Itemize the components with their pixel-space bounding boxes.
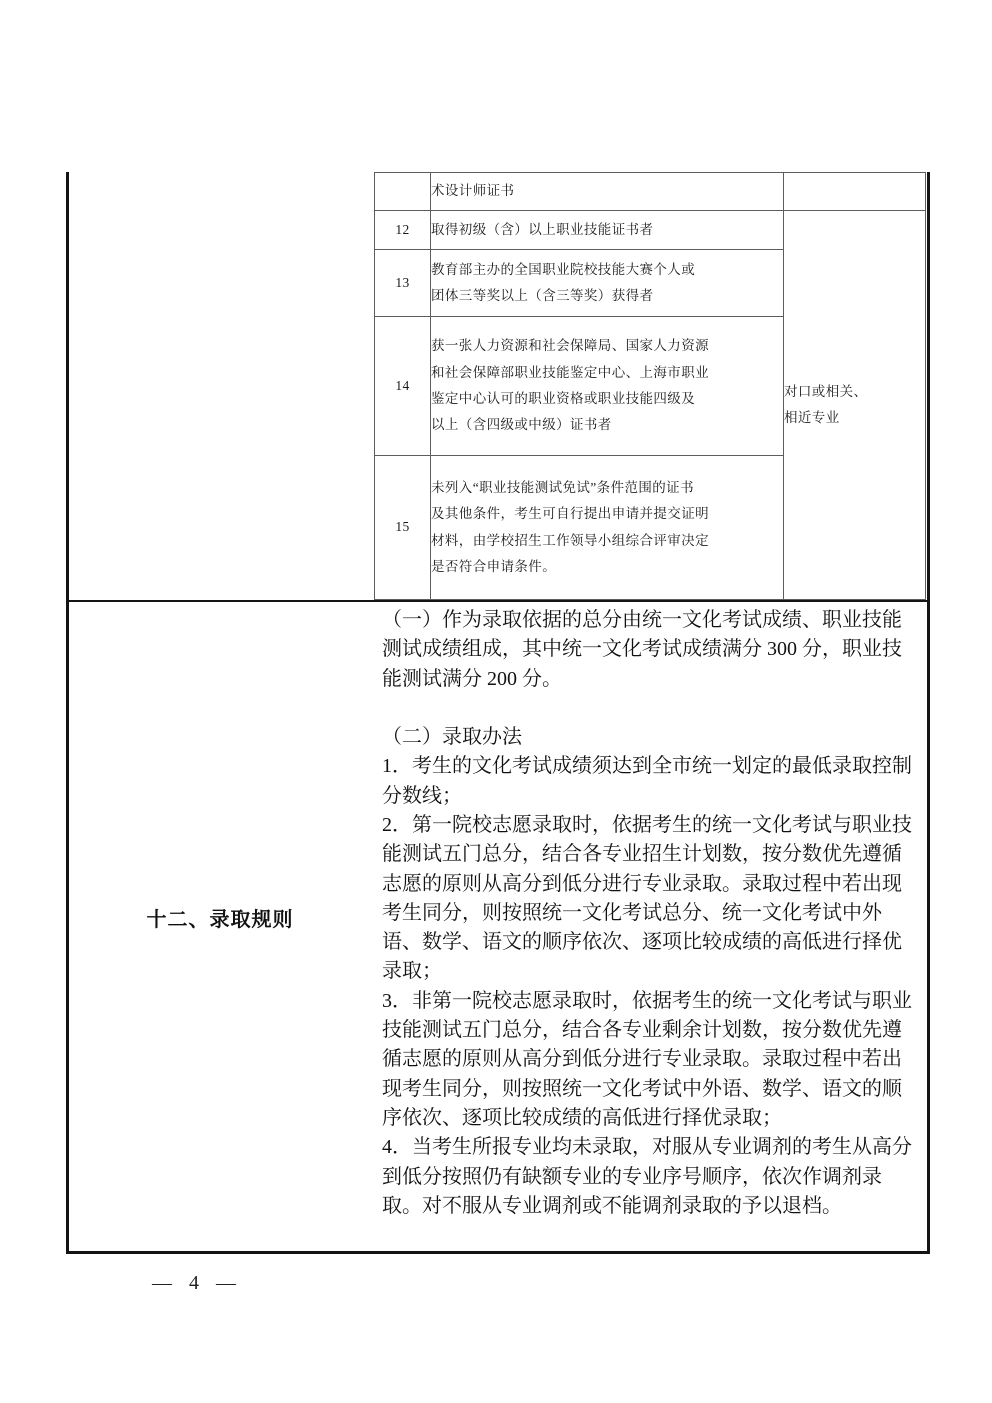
table-outer-right-border bbox=[927, 172, 930, 1254]
description-line: 未列入“职业技能测试免试”条件范围的证书 bbox=[431, 479, 694, 495]
description-line: 和社会保障部职业技能鉴定中心、上海市职业 bbox=[431, 364, 709, 380]
description-line: 及其他条件，考生可自行提出申请并提交证明 bbox=[431, 506, 709, 522]
description-line: 材料，由学校招生工作领导小组综合评审决定 bbox=[431, 532, 709, 548]
description-line: 术设计师证书 bbox=[431, 183, 515, 199]
description-line: 团体三等奖以上（含三等奖）获得者 bbox=[431, 288, 654, 303]
table-outer-bottom-border bbox=[66, 1251, 930, 1254]
row-description-cell bbox=[431, 173, 784, 211]
description-line: 是否符合申请条件。 bbox=[431, 558, 557, 574]
page-number: — 4 — bbox=[152, 1272, 242, 1294]
paragraph-rule-4: 4．当考生所报专业均未录取，对服从专业调剂的考生从高分到低分按照仍有缺额专业的专业序号顺序，依次作调剂录取。对不服从专业调剂或不能调剂录取的予以退档。 bbox=[382, 1136, 912, 1217]
row-description-cell bbox=[431, 456, 784, 600]
row-description-cell bbox=[431, 317, 784, 456]
major-line: 对口或相关、 bbox=[784, 383, 868, 399]
description-line: 教育部主办的全国职业院校技能大赛个人或 bbox=[431, 261, 696, 277]
major-line: 相近专业 bbox=[784, 410, 840, 425]
description-line: 以上（含四级或中级）证书者 bbox=[431, 417, 612, 433]
row-number-cell bbox=[375, 173, 431, 211]
row-description-cell bbox=[431, 250, 784, 317]
paragraph-rule-3: 3．非第一院校志愿录取时，依据考生的统一文化考试与职业技能测试五门总分，结合各专业剩余计划数，按分数优先遵循志愿的原则从高分到低分进行专业录取。录取过程中若出现考生同分，则按照统一文化考试中外语、数学、语文的顺序依次、逐项比较成绩的高低进行择优录取； bbox=[382, 989, 912, 1129]
table-outer-left-border bbox=[66, 172, 69, 1254]
section-label-admission-rules: 十二、录取规则 bbox=[146, 909, 294, 931]
table-section-divider bbox=[66, 600, 930, 602]
table-row bbox=[375, 211, 926, 250]
paragraph-method-heading: （二）录取办法 bbox=[382, 726, 522, 749]
description-line: 鉴定中心认可的职业资格或职业技能四级及 bbox=[431, 391, 696, 406]
row-number-cell: 12 bbox=[375, 211, 431, 250]
row-number-cell: 14 bbox=[375, 317, 431, 456]
major-scope-cell bbox=[784, 211, 926, 600]
paragraph-rule-1: 1．考生的文化考试成绩须达到全市统一划定的最低录取控制分数线； bbox=[382, 755, 912, 807]
row-number-cell: 13 bbox=[375, 250, 431, 317]
row-number-cell: 15 bbox=[375, 456, 431, 600]
description-line: 取得初级（含）以上职业技能证书者 bbox=[431, 221, 654, 237]
paragraph-scoring-basis: （一）作为录取依据的总分由统一文化考试成绩、职业技能测试成绩组成，其中统一文化考试成绩满分 300 分，职业技能测试满分 200 分。 bbox=[382, 609, 902, 690]
admission-rules-body bbox=[378, 606, 926, 1221]
description-line: 获一张人力资源和社会保障局、国家人力资源 bbox=[431, 338, 709, 354]
paragraph-rule-2: 2．第一院校志愿录取时，依据考生的统一文化考试与职业技能测试五门总分，结合各专业招生计划数，按分数优先遵循志愿的原则从高分到低分进行专业录取。录取过程中若出现考生同分，则按照统一文化考试总分、统一文化考试中外语、数学、语文的顺序依次、逐项比较成绩的高低进行择优录取； bbox=[382, 813, 912, 983]
row-major-cell bbox=[784, 173, 926, 211]
certificate-conditions-table bbox=[374, 172, 926, 600]
row-description-cell bbox=[431, 211, 784, 250]
table-row bbox=[375, 173, 926, 211]
